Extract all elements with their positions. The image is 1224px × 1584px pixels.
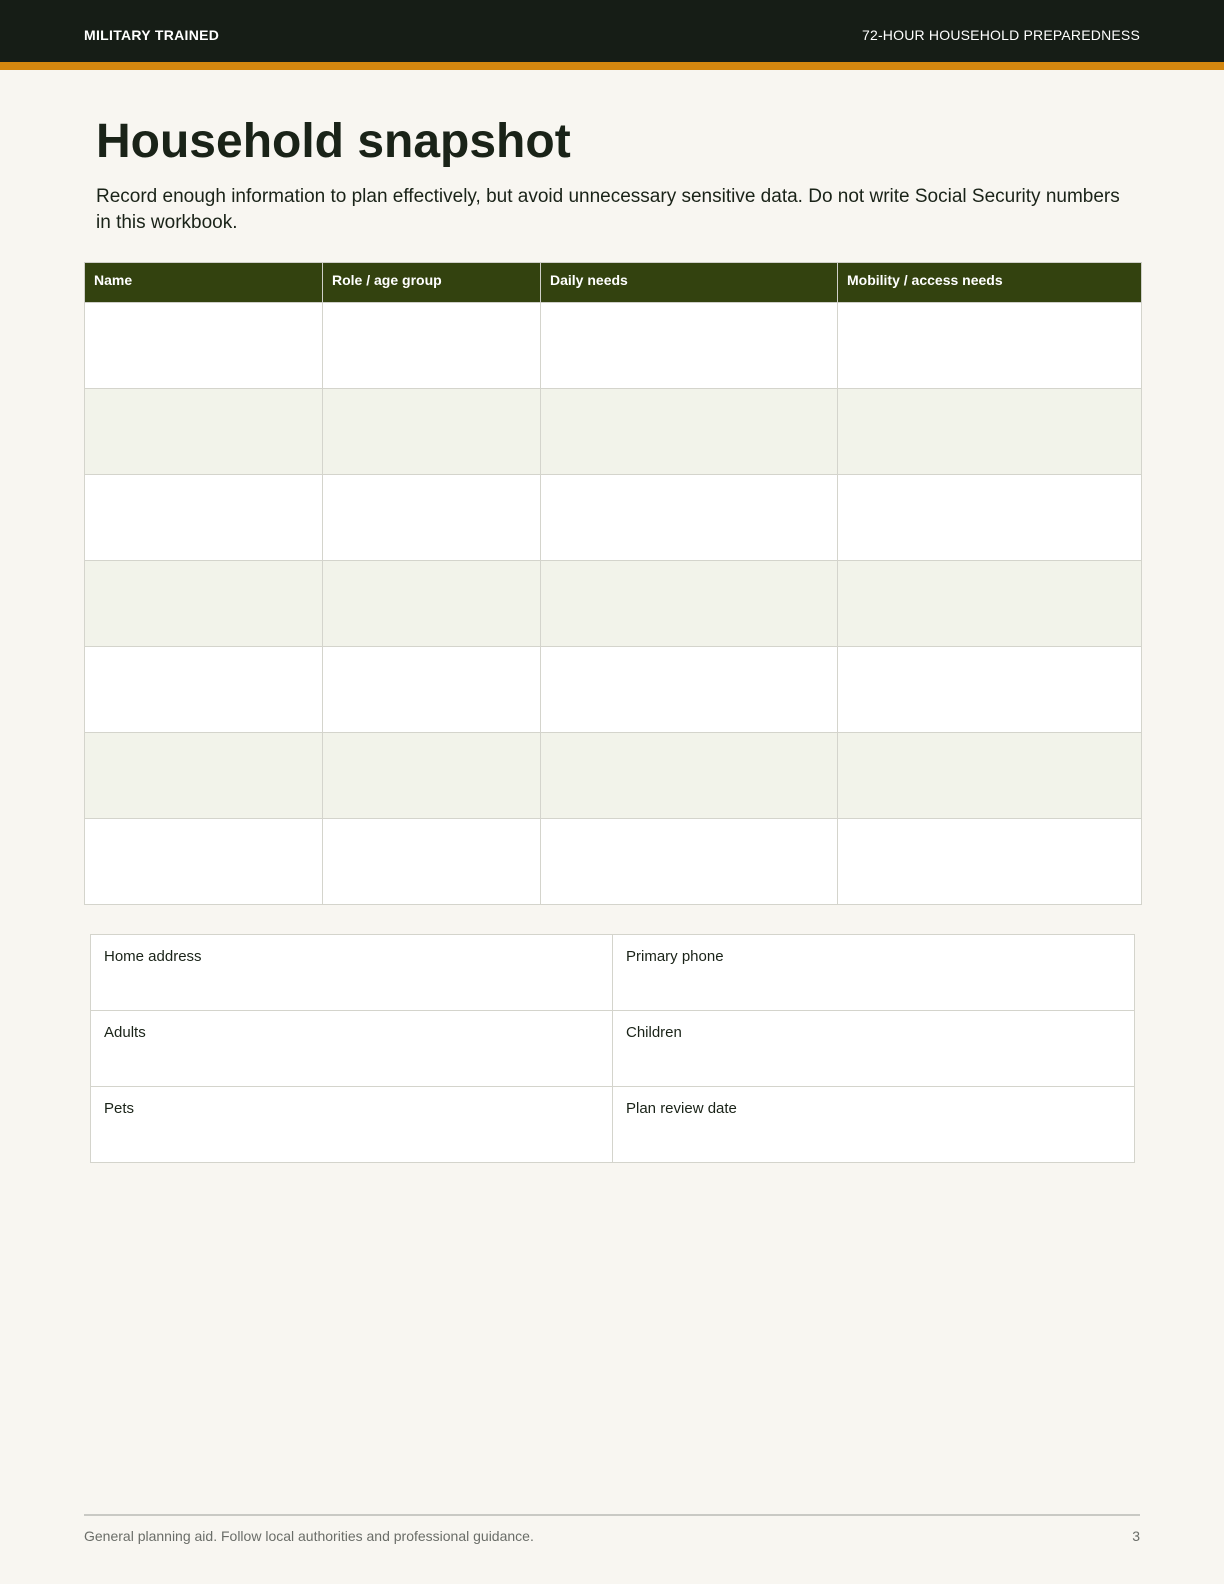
role-cell[interactable]: [323, 819, 541, 905]
name-cell[interactable]: [85, 561, 323, 647]
role-cell[interactable]: [323, 475, 541, 561]
page-title: Household snapshot: [96, 115, 571, 168]
footer-note: General planning aid. Follow local authorities and professional guidance.: [84, 1528, 534, 1544]
table-row: [85, 647, 1142, 733]
mobility-cell[interactable]: [838, 475, 1142, 561]
table-row: [85, 561, 1142, 647]
info-row: [91, 935, 1135, 1011]
role-cell[interactable]: [323, 389, 541, 475]
intro-text: Record enough information to plan effectively, but avoid unnecessary sensitive data. Do not write Social Security numbers in this workbook.: [96, 186, 1120, 233]
name-cell[interactable]: [85, 647, 323, 733]
name-cell[interactable]: [85, 475, 323, 561]
column-header-role: Role / age group: [323, 263, 541, 303]
daily-needs-cell[interactable]: [541, 733, 838, 819]
role-cell[interactable]: [323, 733, 541, 819]
daily-needs-cell[interactable]: [541, 475, 838, 561]
footer-divider: [84, 1514, 1140, 1516]
adults-field[interactable]: Adults: [91, 1011, 613, 1087]
name-cell[interactable]: [85, 389, 323, 475]
mobility-cell[interactable]: [838, 389, 1142, 475]
home-address-field[interactable]: Home address: [91, 935, 613, 1011]
role-cell[interactable]: [323, 303, 541, 389]
column-header-daily-needs: Daily needs: [541, 263, 838, 303]
daily-needs-cell[interactable]: [541, 303, 838, 389]
pets-field[interactable]: Pets: [91, 1087, 613, 1163]
role-cell[interactable]: [323, 647, 541, 733]
household-members-table: [84, 262, 1142, 905]
page-number: 3: [1132, 1528, 1140, 1544]
name-cell[interactable]: [85, 733, 323, 819]
table-row: [85, 733, 1142, 819]
info-row: [91, 1087, 1135, 1163]
household-info-table: [90, 934, 1135, 1163]
daily-needs-cell[interactable]: [541, 389, 838, 475]
table-row: [85, 303, 1142, 389]
children-field[interactable]: Children: [613, 1011, 1135, 1087]
role-cell[interactable]: [323, 561, 541, 647]
mobility-cell[interactable]: [838, 819, 1142, 905]
plan-review-date-field[interactable]: Plan review date: [613, 1087, 1135, 1163]
accent-stripe: [0, 62, 1224, 70]
name-cell[interactable]: [85, 303, 323, 389]
daily-needs-cell[interactable]: [541, 819, 838, 905]
brand-label: MILITARY TRAINED: [84, 27, 220, 43]
mobility-cell[interactable]: [838, 303, 1142, 389]
daily-needs-cell[interactable]: [541, 561, 838, 647]
mobility-cell[interactable]: [838, 733, 1142, 819]
column-header-name: Name: [85, 263, 323, 303]
name-cell[interactable]: [85, 819, 323, 905]
mobility-cell[interactable]: [838, 561, 1142, 647]
mobility-cell[interactable]: [838, 647, 1142, 733]
info-row: [91, 1011, 1135, 1087]
table-header-row: [85, 263, 1142, 303]
document-label: 72-HOUR HOUSEHOLD PREPAREDNESS: [861, 27, 1140, 43]
table-row: [85, 389, 1142, 475]
top-bar: [0, 0, 1224, 62]
table-row: [85, 475, 1142, 561]
column-header-mobility: Mobility / access needs: [838, 263, 1142, 303]
daily-needs-cell[interactable]: [541, 647, 838, 733]
table-row: [85, 819, 1142, 905]
primary-phone-field[interactable]: Primary phone: [613, 935, 1135, 1011]
